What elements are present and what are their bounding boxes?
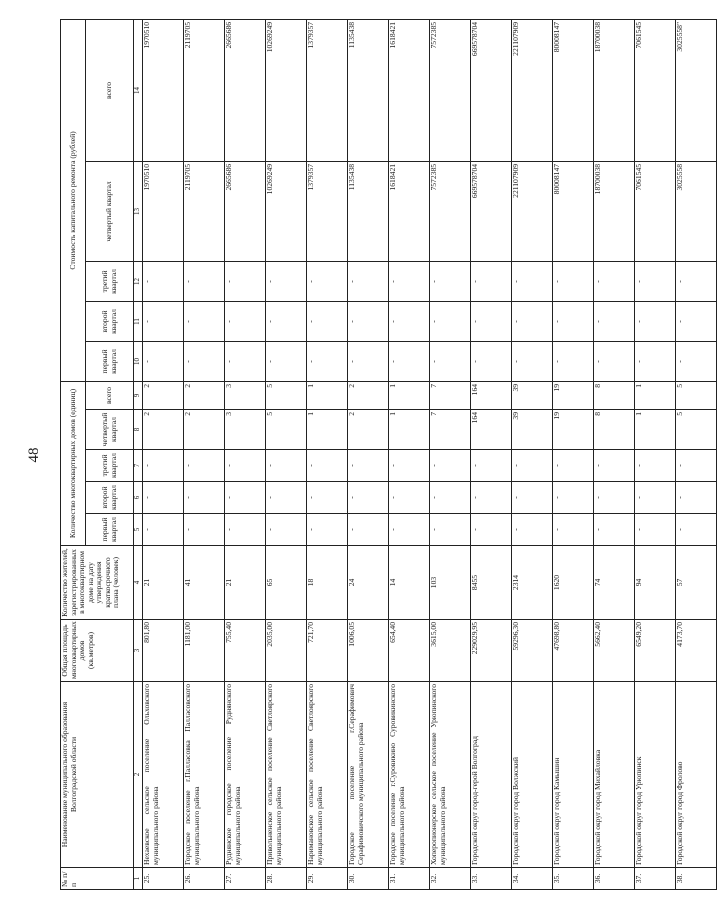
houses-q4: 3	[225, 410, 266, 450]
table-row	[635, 19, 676, 889]
houses-q4: 1	[635, 410, 676, 450]
residents-count: 18	[307, 546, 348, 620]
houses-q2: -	[266, 482, 307, 514]
houses-q3: -	[430, 450, 471, 482]
houses-q2: -	[307, 482, 348, 514]
municipality-name: Хоперопионерское сельское поселение Урюпинского муниципального района	[430, 682, 471, 868]
cost-q2: -	[553, 301, 594, 341]
cost-q1: -	[143, 341, 184, 381]
houses-q2: -	[553, 482, 594, 514]
houses-q2: -	[635, 482, 676, 514]
cost-q3: -	[143, 261, 184, 301]
table-row	[184, 19, 225, 889]
cost-q4: 3025558	[676, 161, 717, 261]
cost-total: 7572385	[430, 19, 471, 161]
row-number: 31.	[389, 868, 430, 890]
houses-q4: 5	[676, 410, 717, 450]
column-number: 13	[134, 161, 143, 261]
cost-q4: 221107909	[512, 161, 553, 261]
houses-total: 5	[676, 381, 717, 409]
column-number: 5	[134, 514, 143, 546]
total-area: 3615,00	[430, 620, 471, 682]
houses-q1: -	[389, 514, 430, 546]
houses-q1: -	[430, 514, 471, 546]
houses-q2: -	[512, 482, 553, 514]
houses-q4: 164	[471, 410, 512, 450]
header-houses-group: Количество многоквартирных домов (единиц)	[61, 381, 86, 545]
cost-total: 7061545	[635, 19, 676, 161]
houses-q2: -	[143, 482, 184, 514]
page-number: 48	[26, 447, 42, 463]
houses-q1: -	[225, 514, 266, 546]
column-number: 14	[134, 19, 143, 161]
houses-q2: -	[676, 482, 717, 514]
cost-q4: 7572385	[430, 161, 471, 261]
cost-q3: -	[676, 261, 717, 301]
houses-q3: -	[553, 450, 594, 482]
cost-q4: 1379357	[307, 161, 348, 261]
residents-count: 1620	[553, 546, 594, 620]
houses-total: 7	[430, 381, 471, 409]
header-cost-q1: первый квартал	[86, 341, 134, 381]
houses-q4: 1	[389, 410, 430, 450]
total-area: 721,70	[307, 620, 348, 682]
row-number: 30.	[348, 868, 389, 890]
houses-q4: 5	[266, 410, 307, 450]
column-number: 2	[134, 682, 143, 868]
header-no: № п/п	[61, 868, 134, 890]
houses-q4: 2	[184, 410, 225, 450]
cost-q4: 80008147	[553, 161, 594, 261]
cost-total: 669578704	[471, 19, 512, 161]
row-number: 34.	[512, 868, 553, 890]
cost-q1: -	[389, 341, 430, 381]
column-number: 11	[134, 301, 143, 341]
column-number: 9	[134, 381, 143, 409]
header-cost-group: Стоимость капитального ремонта (рублей)	[61, 19, 86, 381]
total-area: 47698,80	[553, 620, 594, 682]
table-row	[348, 19, 389, 889]
total-area: 2035,00	[266, 620, 307, 682]
table-body	[143, 19, 717, 889]
cost-q2: -	[143, 301, 184, 341]
cost-q1: -	[676, 341, 717, 381]
header-houses-q2: второй квартал	[86, 482, 134, 514]
houses-total: 164	[471, 381, 512, 409]
houses-q1: -	[635, 514, 676, 546]
cost-q2: -	[184, 301, 225, 341]
cost-total: 1970510	[143, 19, 184, 161]
houses-q3: -	[307, 450, 348, 482]
cost-total: 221107909	[512, 19, 553, 161]
cost-q4: 1135438	[348, 161, 389, 261]
cost-total: 3025558"	[676, 19, 717, 161]
municipality-name: Городской округ город Волжский	[512, 682, 553, 868]
cost-q3: -	[553, 261, 594, 301]
capital-repair-table	[60, 19, 717, 890]
houses-q3: -	[676, 450, 717, 482]
cost-q2: -	[389, 301, 430, 341]
cost-q4: 669578704	[471, 161, 512, 261]
houses-q1: -	[266, 514, 307, 546]
cost-q3: -	[471, 261, 512, 301]
row-number: 36.	[594, 868, 635, 890]
houses-q1: -	[512, 514, 553, 546]
residents-count: 103	[430, 546, 471, 620]
houses-q4: 1	[307, 410, 348, 450]
cost-q4: 1970510	[143, 161, 184, 261]
residents-count: 41	[184, 546, 225, 620]
municipality-name: Городской округ город-герой Волгоград	[471, 682, 512, 868]
row-number: 32.	[430, 868, 471, 890]
houses-q4: 8	[594, 410, 635, 450]
cost-q2: -	[635, 301, 676, 341]
row-number: 27.	[225, 868, 266, 890]
houses-total: 2	[348, 381, 389, 409]
houses-q3: -	[143, 450, 184, 482]
houses-q3: -	[389, 450, 430, 482]
rotated-table-area	[60, 20, 684, 890]
houses-total: 8	[594, 381, 635, 409]
houses-q1: -	[143, 514, 184, 546]
cost-q4: 2119705	[184, 161, 225, 261]
residents-count: 2314	[512, 546, 553, 620]
header-residents: Количество жителей, зарегистрированных в многоквартирном доме на дату утверждения краткосрочного плана (человек)	[61, 546, 134, 620]
header-houses-total: всего	[86, 381, 134, 409]
header-cost-q4: четвертый квартал	[86, 161, 134, 261]
cost-q3: -	[184, 261, 225, 301]
column-number: 4	[134, 546, 143, 620]
cost-q2: -	[307, 301, 348, 341]
houses-total: 1	[635, 381, 676, 409]
residents-count: 57	[676, 546, 717, 620]
cost-total: 10269249	[266, 19, 307, 161]
cost-total: 2119705	[184, 19, 225, 161]
table-row	[512, 19, 553, 889]
cost-total: 18700038	[594, 19, 635, 161]
houses-q2: -	[389, 482, 430, 514]
houses-total: 5	[266, 381, 307, 409]
houses-q3: -	[594, 450, 635, 482]
row-number: 28.	[266, 868, 307, 890]
table-wrapper	[60, 20, 684, 890]
row-number: 37.	[635, 868, 676, 890]
residents-count: 24	[348, 546, 389, 620]
houses-total: 1	[389, 381, 430, 409]
cost-q1: -	[594, 341, 635, 381]
cost-q3: -	[225, 261, 266, 301]
cost-q1: -	[553, 341, 594, 381]
cost-q4: 7061545	[635, 161, 676, 261]
cost-q3: -	[512, 261, 553, 301]
municipality-name: Городской округ город Камышин	[553, 682, 594, 868]
houses-total: 2	[143, 381, 184, 409]
houses-q2: -	[184, 482, 225, 514]
houses-q2: -	[348, 482, 389, 514]
houses-total: 19	[553, 381, 594, 409]
houses-q1: -	[594, 514, 635, 546]
cost-q1: -	[512, 341, 553, 381]
cost-q2: -	[266, 301, 307, 341]
cost-q3: -	[389, 261, 430, 301]
houses-q4: 19	[553, 410, 594, 450]
column-number: 8	[134, 410, 143, 450]
houses-q4: 2	[348, 410, 389, 450]
total-area: 654,40	[389, 620, 430, 682]
total-area: 1006,05	[348, 620, 389, 682]
row-number: 38.	[676, 868, 717, 890]
residents-count: 65	[266, 546, 307, 620]
table-row	[471, 19, 512, 889]
houses-q2: -	[594, 482, 635, 514]
column-number: 12	[134, 261, 143, 301]
houses-q1: -	[676, 514, 717, 546]
row-number: 26.	[184, 868, 225, 890]
municipality-name: Городской округ город Фролово	[676, 682, 717, 868]
cost-q1: -	[266, 341, 307, 381]
cost-q1: -	[635, 341, 676, 381]
municipality-name: Городской округ город Урюпинск	[635, 682, 676, 868]
cost-total: 2665686	[225, 19, 266, 161]
table-row	[676, 19, 717, 889]
total-area: 801,80	[143, 620, 184, 682]
table-row	[307, 19, 348, 889]
row-number: 25.	[143, 868, 184, 890]
total-area: 59296,30	[512, 620, 553, 682]
houses-q3: -	[348, 450, 389, 482]
houses-q3: -	[512, 450, 553, 482]
cost-q2: -	[471, 301, 512, 341]
total-area: 6549,20	[635, 620, 676, 682]
municipality-name: Городское поселение г.Серафимович Серафимовичского муниципального района	[348, 682, 389, 868]
houses-q2: -	[430, 482, 471, 514]
houses-q4: 7	[430, 410, 471, 450]
header-cost-q2: второй квартал	[86, 301, 134, 341]
municipality-name: Нехаевское сельское поселение Ольховского муниципального района	[143, 682, 184, 868]
column-number: 10	[134, 341, 143, 381]
cost-q3: -	[266, 261, 307, 301]
header-area: Общая площадь многоквартирных домов (кв.метров)	[61, 620, 134, 682]
header-houses-q4: четвертый квартал	[86, 410, 134, 450]
cost-total: 1135438	[348, 19, 389, 161]
column-number: 3	[134, 620, 143, 682]
houses-q2: -	[225, 482, 266, 514]
header-cost-total: всего	[86, 19, 134, 161]
cost-q2: -	[676, 301, 717, 341]
residents-count: 21	[225, 546, 266, 620]
header-houses-q3: третий квартал	[86, 450, 134, 482]
column-number: 1	[134, 868, 143, 890]
row-number: 33.	[471, 868, 512, 890]
cost-total: 1618421	[389, 19, 430, 161]
cost-q2: -	[225, 301, 266, 341]
houses-q1: -	[471, 514, 512, 546]
houses-q3: -	[266, 450, 307, 482]
total-area: 755,40	[225, 620, 266, 682]
table-row	[430, 19, 471, 889]
table-row	[266, 19, 307, 889]
row-number: 29.	[307, 868, 348, 890]
table-row	[553, 19, 594, 889]
column-number: 7	[134, 450, 143, 482]
cost-q2: -	[348, 301, 389, 341]
residents-count: 8455	[471, 546, 512, 620]
residents-count: 74	[594, 546, 635, 620]
residents-count: 14	[389, 546, 430, 620]
cost-q3: -	[348, 261, 389, 301]
residents-count: 21	[143, 546, 184, 620]
cost-q4: 2665686	[225, 161, 266, 261]
houses-total: 2	[184, 381, 225, 409]
cost-q2: -	[512, 301, 553, 341]
houses-q2: -	[471, 482, 512, 514]
cost-q4: 10269249	[266, 161, 307, 261]
total-area: 1181,00	[184, 620, 225, 682]
houses-total: 3	[225, 381, 266, 409]
cost-q3: -	[430, 261, 471, 301]
cost-q3: -	[635, 261, 676, 301]
header-houses-q1: первый квартал	[86, 514, 134, 546]
table-row	[389, 19, 430, 889]
cost-q1: -	[430, 341, 471, 381]
houses-total: 1	[307, 381, 348, 409]
header-cost-q3: третий квартал	[86, 261, 134, 301]
table-row	[225, 19, 266, 889]
cost-q1: -	[225, 341, 266, 381]
houses-q1: -	[307, 514, 348, 546]
cost-q1: -	[348, 341, 389, 381]
cost-q3: -	[594, 261, 635, 301]
houses-q3: -	[225, 450, 266, 482]
header-municipality: Наименование муниципального образования Волгоградской области	[61, 682, 134, 868]
cost-q1: -	[307, 341, 348, 381]
houses-q1: -	[348, 514, 389, 546]
houses-q3: -	[635, 450, 676, 482]
municipality-name: Городское поселение г.Палласовка Палласовского муниципального района	[184, 682, 225, 868]
cost-q1: -	[471, 341, 512, 381]
total-area: 4173,70	[676, 620, 717, 682]
houses-q1: -	[184, 514, 225, 546]
cost-q4: 18700038	[594, 161, 635, 261]
total-area: 229029,95	[471, 620, 512, 682]
municipality-name: Городское поселение г.Суровикино Суровикинского муниципального района	[389, 682, 430, 868]
houses-q3: -	[184, 450, 225, 482]
residents-count: 94	[635, 546, 676, 620]
municipality-name: Руднянское городское поселение Руднянского муниципального района	[225, 682, 266, 868]
cost-q3: -	[307, 261, 348, 301]
municipality-name: Наримановское сельское поселение Светлоярского муниципального района	[307, 682, 348, 868]
column-number: 6	[134, 482, 143, 514]
table-row	[594, 19, 635, 889]
cost-q4: 1618421	[389, 161, 430, 261]
cost-total: 80008147	[553, 19, 594, 161]
row-number: 35.	[553, 868, 594, 890]
municipality-name: Привольненское сельское поселение Светлоярского муниципального района	[266, 682, 307, 868]
municipality-name: Городской округ город Михайловка	[594, 682, 635, 868]
table-row	[143, 19, 184, 889]
cost-q2: -	[430, 301, 471, 341]
cost-q1: -	[184, 341, 225, 381]
houses-q4: 39	[512, 410, 553, 450]
houses-q3: -	[471, 450, 512, 482]
cost-total: 1379357	[307, 19, 348, 161]
houses-q1: -	[553, 514, 594, 546]
houses-total: 39	[512, 381, 553, 409]
total-area: 5662,40	[594, 620, 635, 682]
cost-q2: -	[594, 301, 635, 341]
houses-q4: 2	[143, 410, 184, 450]
